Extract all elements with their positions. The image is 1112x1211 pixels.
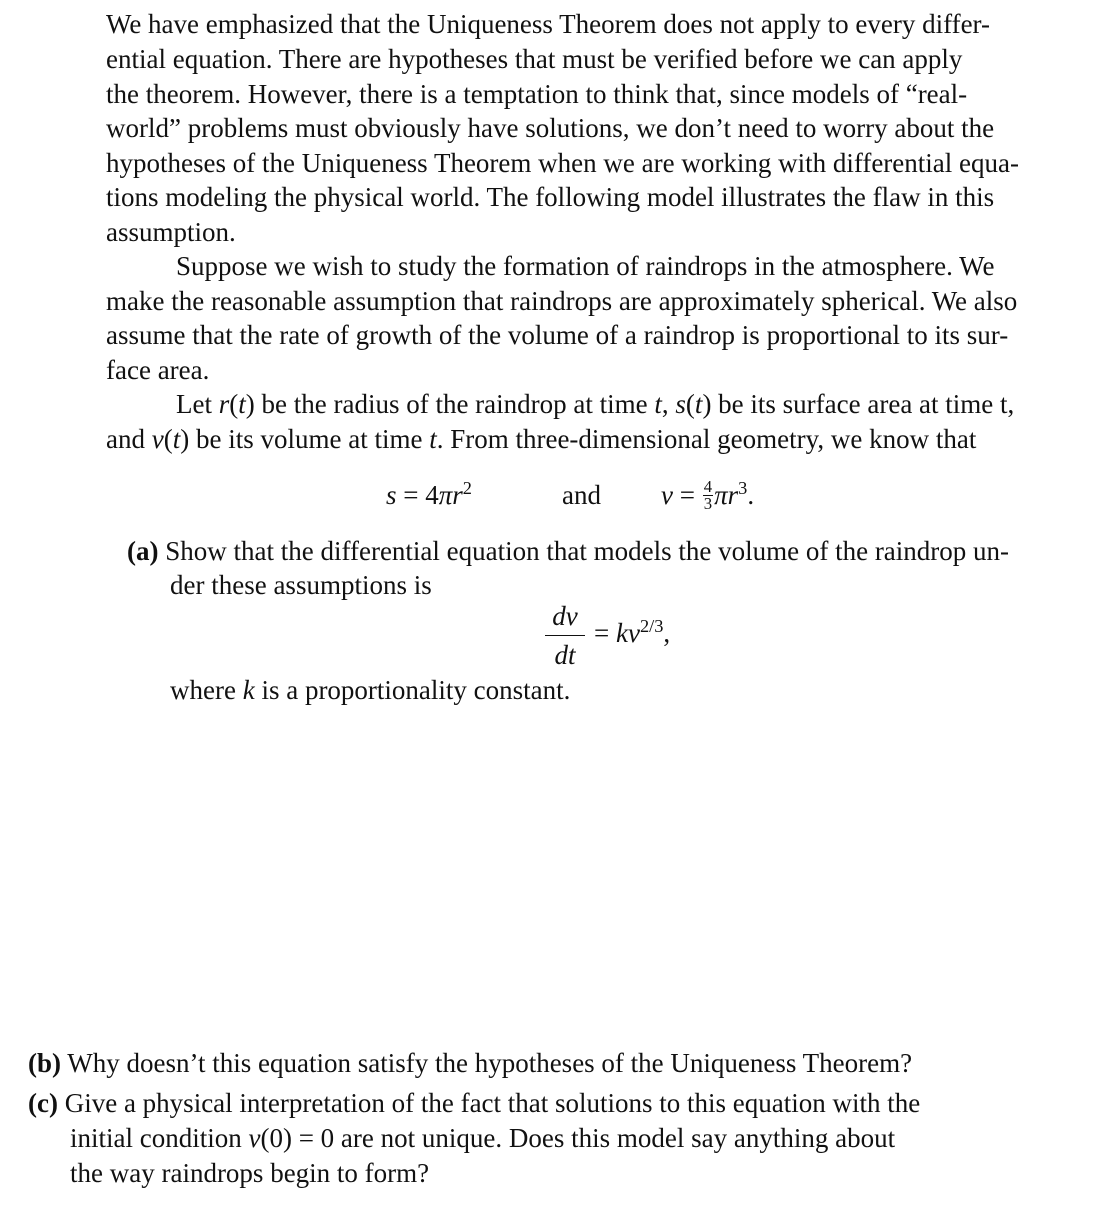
- part-a-label: (a): [127, 536, 159, 566]
- part-b-label: (b): [28, 1048, 61, 1078]
- part-c-line2: initial condition v(0) = 0 are not unique. Does this model say anything about: [70, 1123, 896, 1153]
- part-c-label: (c): [28, 1088, 58, 1118]
- paragraph1-line: assumption.: [106, 217, 236, 247]
- paragraph2-line: Suppose we wish to study the formation of raindrops in the atmosphere. We: [176, 251, 995, 281]
- part-a-where: where k is a proportionality constant.: [170, 675, 571, 705]
- paragraph1-line: the theorem. However, there is a temptation to think that, since models of “real-: [106, 79, 968, 109]
- paragraph1-line: We have emphasized that the Uniqueness Theorem does not apply to every differ-: [106, 9, 990, 39]
- paragraph1-line: ential equation. There are hypotheses that must be verified before we can apply: [106, 44, 963, 74]
- differential-equation-rhs: = $kv^{2/3}$,: [594, 615, 671, 648]
- four-thirds-fraction: $\frac{4}{3}$: [703, 477, 713, 514]
- part-c-line1: (c) Give a physical interpretation of the fact that solutions to this equation with the: [28, 1088, 921, 1118]
- paragraph3-line2: and v(t) be its volume at time t. From three-dimensional geometry, we know that: [106, 424, 977, 454]
- paragraph3-line1: Let r(t) be the radius of the raindrop at time t, s(t) be its surface area at time t,: [176, 389, 1015, 419]
- paragraph2-line: make the reasonable assumption that raindrops are approximately spherical. We also: [106, 286, 1018, 316]
- paragraph1-line: tions modeling the physical world. The following model illustrates the flaw in this: [106, 182, 995, 212]
- paragraph1-line: hypotheses of the Uniqueness Theorem when we are working with differential equa-: [106, 148, 1019, 178]
- paragraph2-line: face area.: [106, 355, 210, 385]
- volume-formula: v = $\frac{4}{3}$ $\pi r^3$.: [661, 477, 755, 514]
- part-a-line1: (a) Show that the differential equation that models the volume of the raindrop un-: [127, 536, 1010, 566]
- part-a-line2: der these assumptions is: [170, 570, 432, 600]
- formula-and: and: [562, 480, 601, 510]
- part-c-line3: the way raindrops begin to form?: [70, 1158, 430, 1188]
- part-b: (b) Why doesn’t this equation satisfy the hypotheses of the Uniqueness Theorem?: [28, 1048, 913, 1078]
- surface-area-formula: $s = 4\pi r^2$: [386, 477, 472, 510]
- paragraph1-line: world” problems must obviously have solutions, we don’t need to worry about the: [106, 113, 995, 143]
- paragraph2-line: assume that the rate of growth of the volume of a raindrop is proportional to its sur-: [106, 320, 1009, 350]
- dv-dt-fraction: $\frac{dv}{dt}$: [545, 599, 585, 672]
